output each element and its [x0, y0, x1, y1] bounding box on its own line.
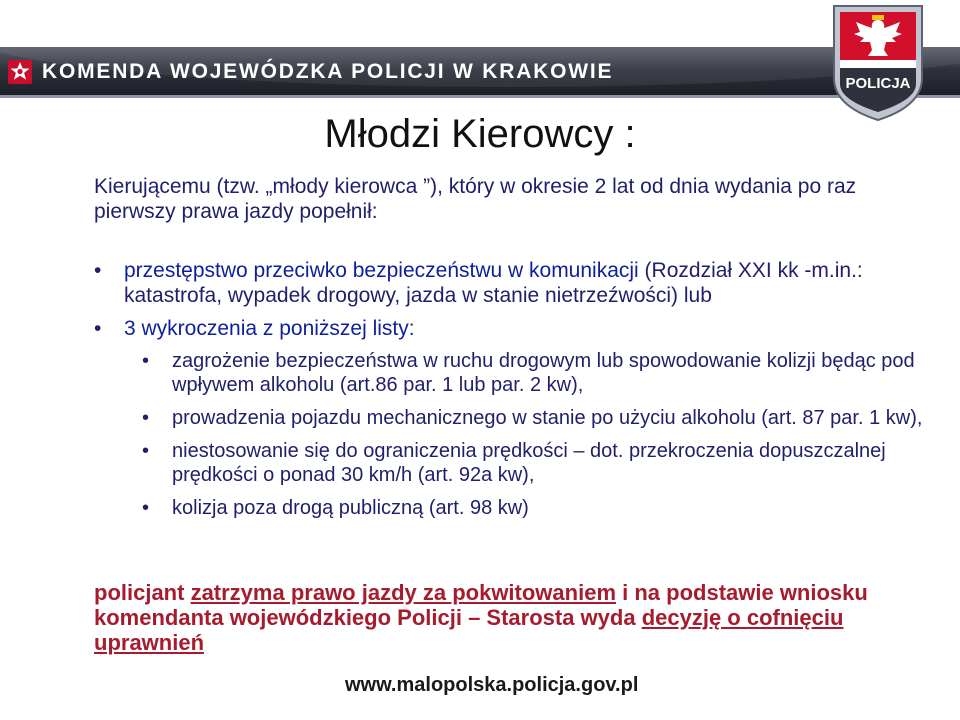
sub-bullet-list	[124, 349, 924, 520]
footer-url: www.malopolska.policja.gov.pl	[345, 674, 639, 696]
badge-text: POLICJA	[845, 75, 911, 92]
bullet-item	[94, 316, 924, 520]
conclusion-underlined: decyzję o cofnięciu uprawnień	[94, 605, 844, 655]
header-divider	[0, 95, 960, 98]
conclusion-underlined: zatrzyma prawo jazdy za pokwitowaniem	[190, 580, 617, 605]
conclusion-part: i na podstawie wniosku komendanta wojewódzkiego Policji – Starosta wyda	[94, 580, 868, 630]
bullet-list	[94, 258, 924, 520]
sub-bullet-item: • zagrożenie bezpieczeństwa w ruchu drogowym lub spowodowanie kolizji będąc pod wpływem alkoholu (art.86 par. 1 lub par. 2 kw),	[124, 349, 924, 397]
bullet-lead: 3 wykroczenia z poniższej listy:	[124, 317, 415, 340]
bullet-lead: przestępstwo przeciwko bezpieczeństwu w komunikacji	[124, 259, 639, 282]
bullet-item	[94, 258, 924, 308]
conclusion-part: policjant	[94, 580, 191, 605]
bullet-rest: (Rozdział XXI kk -m.in.: katastrofa, wypadek drogowy, jazda w stanie nietrzeźwości) lub	[124, 259, 863, 307]
slide-content	[94, 174, 924, 529]
sub-bullet-item: • niestosowanie się do ograniczenia prędkości – dot. przekroczenia dopuszczalnej prędkości o ponad 30 km/h (art. 92a kw),	[124, 439, 924, 487]
sub-bullet-item: • prowadzenia pojazdu mechanicznego w stanie po użyciu alkoholu (art. 87 par. 1 kw),	[124, 406, 924, 430]
conclusion-text	[94, 580, 934, 655]
header-title: KOMENDA WOJEWÓDZKA POLICJI W KRAKOWIE	[42, 60, 614, 83]
slide-title: Młodzi Kierowcy :	[324, 112, 636, 156]
sub-bullet-item: • kolizja poza drogą publiczną (art. 98 kw)	[124, 496, 924, 520]
police-badge-icon	[826, 2, 930, 122]
intro-text: Kierującemu (tzw. „młody kierowca ”), który w okresie 2 lat od dnia wydania po raz pierwszy prawa jazdy popełnił:	[94, 175, 857, 223]
police-star-icon	[8, 60, 32, 84]
